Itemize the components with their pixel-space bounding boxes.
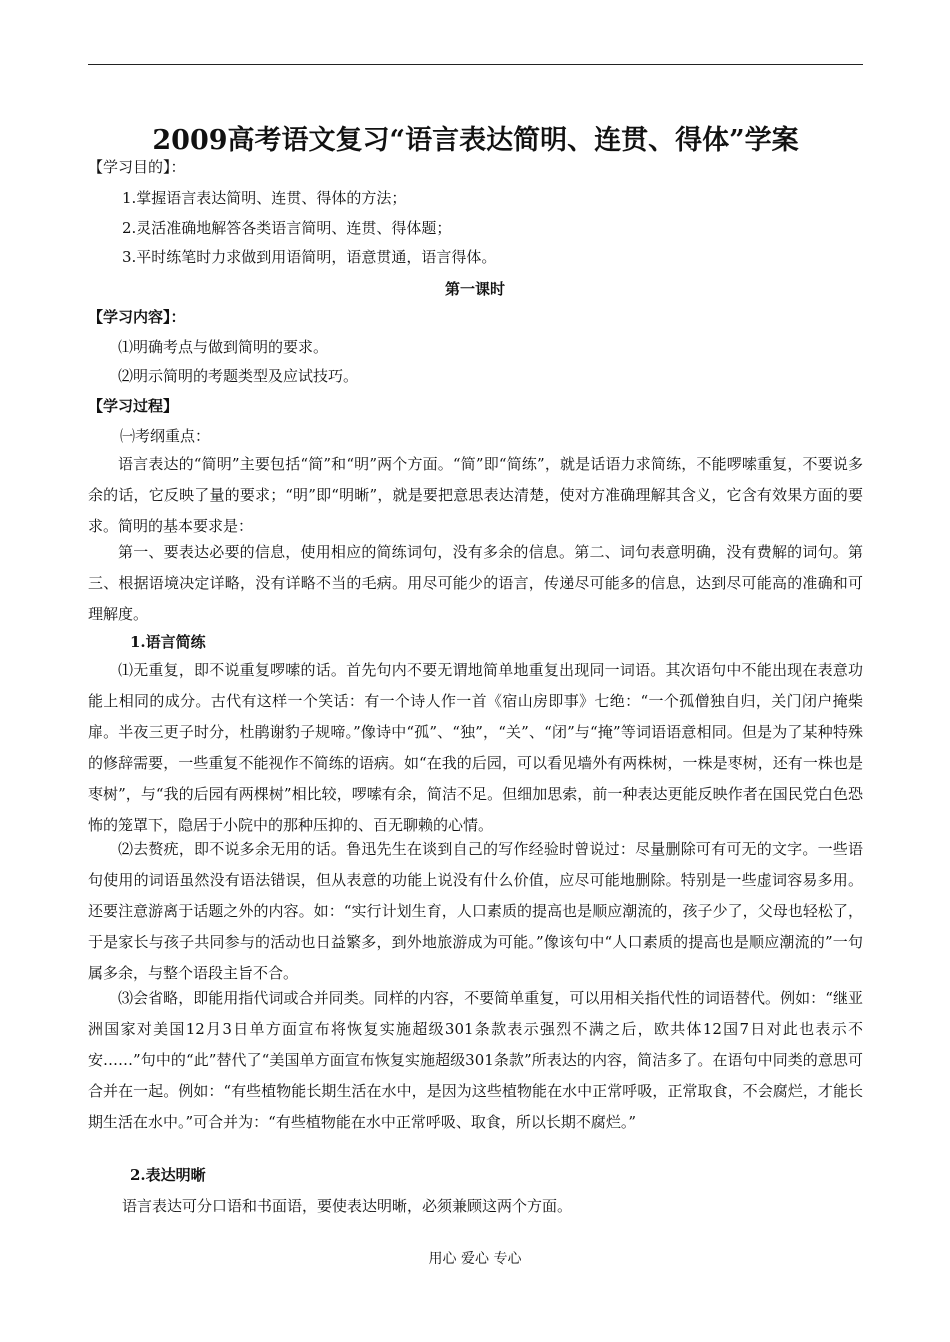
section1-paragraph-3: ⑶会省略，即能用指代词或合并同类。同样的内容，不要简单重复，可以用相关指代性的词语替代。例如：“继亚洲国家对美国12月3日单方面宣布将恢复实施超级301条款表示强烈不满之后，欧共体12国7日对此也表示不安……”句中的“此”替代了“美国单方面宣布恢复实施超级301条款”所表达的内容，简洁多了。在语句中同类的意思可合并在一起。例如：“有些植物能长期生活在水中，是因为这些植物能在水中正常呼吸，正常取食，不会腐烂，才能长期生活在水中。”可合并为：“有些植物能在水中正常呼吸、取食，所以长期不腐烂。”: [88, 989, 863, 1131]
process-heading: 【学习过程】: [88, 397, 179, 415]
requirements-paragraph: 第一、要表达必要的信息，使用相应的简练词句，没有多余的信息。第二、词句表意明确，没有费解的词句。第三、根据语境决定详略，没有详略不当的毛病。用尽可能少的语言，传递尽可能多的信息，达到尽可能高的准确和可理解度。: [88, 543, 863, 623]
content-item: ⑴明确考点与做到简明的要求。: [118, 338, 329, 356]
exam-points-heading: ㈠考纲重点：: [120, 427, 211, 445]
section1-paragraph-1: ⑴无重复，即不说重复啰嗦的话。首先句内不要无谓地简单地重复出现同一词语。其次语句中不能出现在表意功能上相同的成分。古代有这样一个笑话：有一个诗人作一首《宿山房即事》七绝：“一个孤僧独自归，关门闭户掩柴扉。半夜三更子时分，杜鹃谢豹子规啼。”像诗中“孤”、“独”，“关”、“闭”与“掩”等词语语意相同。但是为了某种特殊的修辞需要，一些重复不能视作不简练的语病。如“在我的后园，可以看见墙外有两株树，一株是枣树，还有一株也是枣树”，与“我的后园有两棵树”相比较，啰嗦有余，简洁不足。但细加思索，前一种表达更能反映作者在国民党白色恐怖的笼罩下，隐居于小院中的那种压抑的、百无聊赖的心情。: [88, 661, 863, 834]
intro-paragraph: 语言表达的“简明”主要包括“简”和“明”两个方面。“简”即“简练”，就是话语力求简练，不能啰嗦重复，不要说多余的话，它反映了量的要求；“明”即“明晰”，就是要把意思表达清楚，使对方准确理解其含义，它含有效果方面的要求。简明的基本要求是：: [88, 455, 863, 535]
header-rule: [88, 64, 863, 65]
goal-item: 1.掌握语言表达简明、连贯、得体的方法；: [122, 189, 407, 207]
document-title: 2009高考语文复习“语言表达简明、连贯、得体”学案: [152, 125, 799, 156]
goal-item: 2.灵活准确地解答各类语言简明、连贯、得体题；: [122, 219, 452, 237]
content-item: ⑵明示简明的考题类型及应试技巧。: [118, 367, 359, 385]
section1-heading: 1.语言简练: [130, 633, 206, 651]
section2-heading: 2.表达明晰: [130, 1166, 206, 1184]
section1-paragraph-2: ⑵去赘疣，即不说多余无用的话。鲁迅先生在谈到自己的写作经验时曾说过：尽量删除可有可无的文字。一些语句使用的词语虽然没有语法错误，但从表意的功能上说没有什么价值，应尽可能地删除。特别是一些虚词容易多用。还要注意游离于话题之外的内容。如：“实行计划生育，人口素质的提高也是顺应潮流的，孩子少了，父母也轻松了，于是家长与孩子共同参与的活动也日益繁多，到外地旅游成为可能。”像该句中“人口素质的提高也是顺应潮流的”一句属多余，与整个语段主旨不合。: [88, 840, 863, 982]
content-heading: 【学习内容】：: [88, 308, 186, 326]
goals-heading: 【学习目的】：: [88, 158, 186, 176]
section2-paragraph: 语言表达可分口语和书面语，要使表达明晰，必须兼顾这两个方面。: [122, 1197, 573, 1215]
page-footer: 用心 爱心 专心: [428, 1251, 522, 1267]
lesson-heading: 第一课时: [444, 280, 505, 298]
goal-item: 3.平时练笔时力求做到用语简明，语意贯通，语言得体。: [122, 248, 497, 266]
